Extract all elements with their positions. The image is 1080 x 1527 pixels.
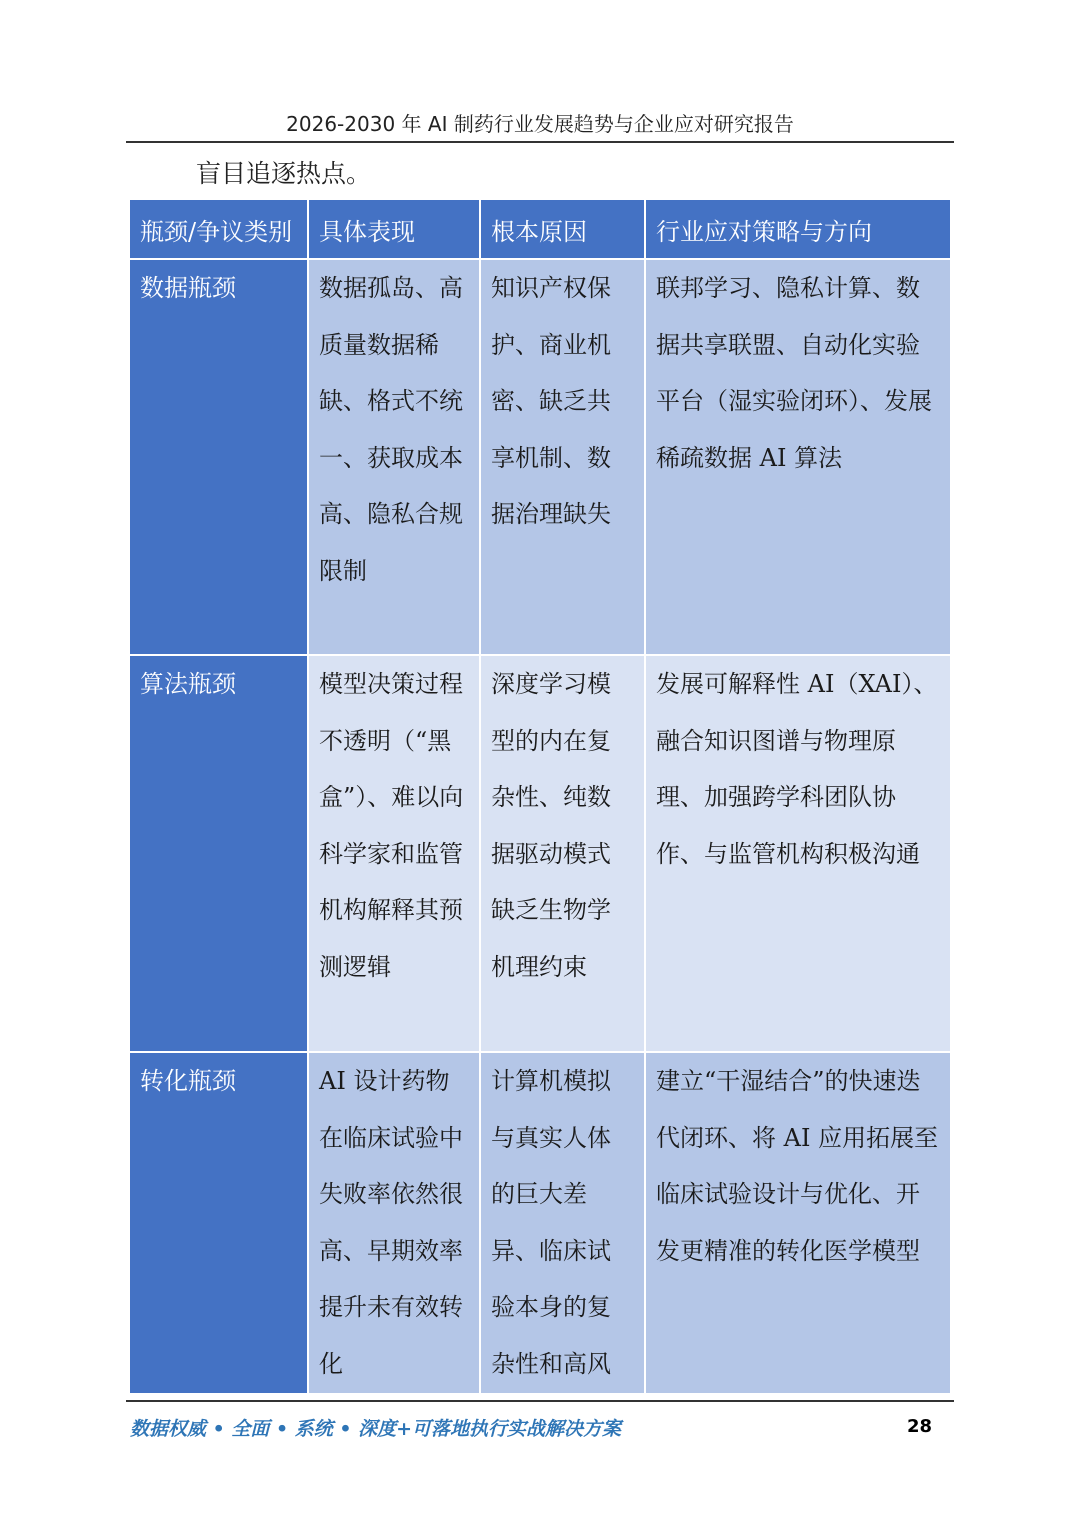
table-row (130, 655, 950, 1052)
strategy-cell: 发展可解释性 AI（XAI）、融合知识图谱与物理原理、加强跨学科团队协作、与监管机构积极沟通 (645, 655, 950, 1052)
page-number: 28 (906, 1416, 932, 1437)
table-row (130, 259, 950, 655)
column-header-cause: 根本原因 (480, 200, 645, 259)
table-row (130, 1052, 950, 1393)
strategy-cell: 联邦学习、隐私计算、数据共享联盟、自动化实验平台（湿实验闭环）、发展稀疏数据 AI 算法 (645, 259, 950, 655)
report-header-title: 2026-2030 年 AI 制药行业发展趋势与企业应对研究报告 (286, 112, 794, 136)
category-cell: 数据瓶颈 (130, 259, 308, 655)
footer-divider (126, 1400, 954, 1402)
column-header-manifestation: 具体表现 (308, 200, 480, 259)
strategy-cell: 建立“干湿结合”的快速迭代闭环、将 AI 应用拓展至临床试验设计与优化、开发更精准的转化医学模型 (645, 1052, 950, 1393)
lead-text: 盲目追逐热点。 (196, 159, 372, 188)
column-header-strategy: 行业应对策略与方向 (645, 200, 950, 259)
manifestation-cell: 数据孤岛、高质量数据稀缺、格式不统一、获取成本高、隐私合规限制 (308, 259, 480, 655)
bottleneck-table (130, 200, 950, 1393)
table-header-row (130, 200, 950, 259)
cause-cell: 知识产权保护、商业机密、缺乏共享机制、数据治理缺失 (480, 259, 645, 655)
footer-slogan: 数据权威 • 全面 • 系统 • 深度+可落地执行实战解决方案 (130, 1418, 622, 1440)
category-cell: 算法瓶颈 (130, 655, 308, 1052)
column-header-category: 瓶颈/争议类别 (130, 200, 308, 259)
cause-cell: 计算机模拟与真实人体的巨大差异、临床试验本身的复杂性和高风 (480, 1052, 645, 1393)
category-cell: 转化瓶颈 (130, 1052, 308, 1393)
manifestation-cell: 模型决策过程不透明（“黑盒”）、难以向科学家和监管机构解释其预测逻辑 (308, 655, 480, 1052)
header-divider (126, 141, 954, 143)
manifestation-cell: AI 设计药物在临床试验中失败率依然很高、早期效率提升未有效转化 (308, 1052, 480, 1393)
cause-cell: 深度学习模型的内在复杂性、纯数据驱动模式缺乏生物学机理约束 (480, 655, 645, 1052)
